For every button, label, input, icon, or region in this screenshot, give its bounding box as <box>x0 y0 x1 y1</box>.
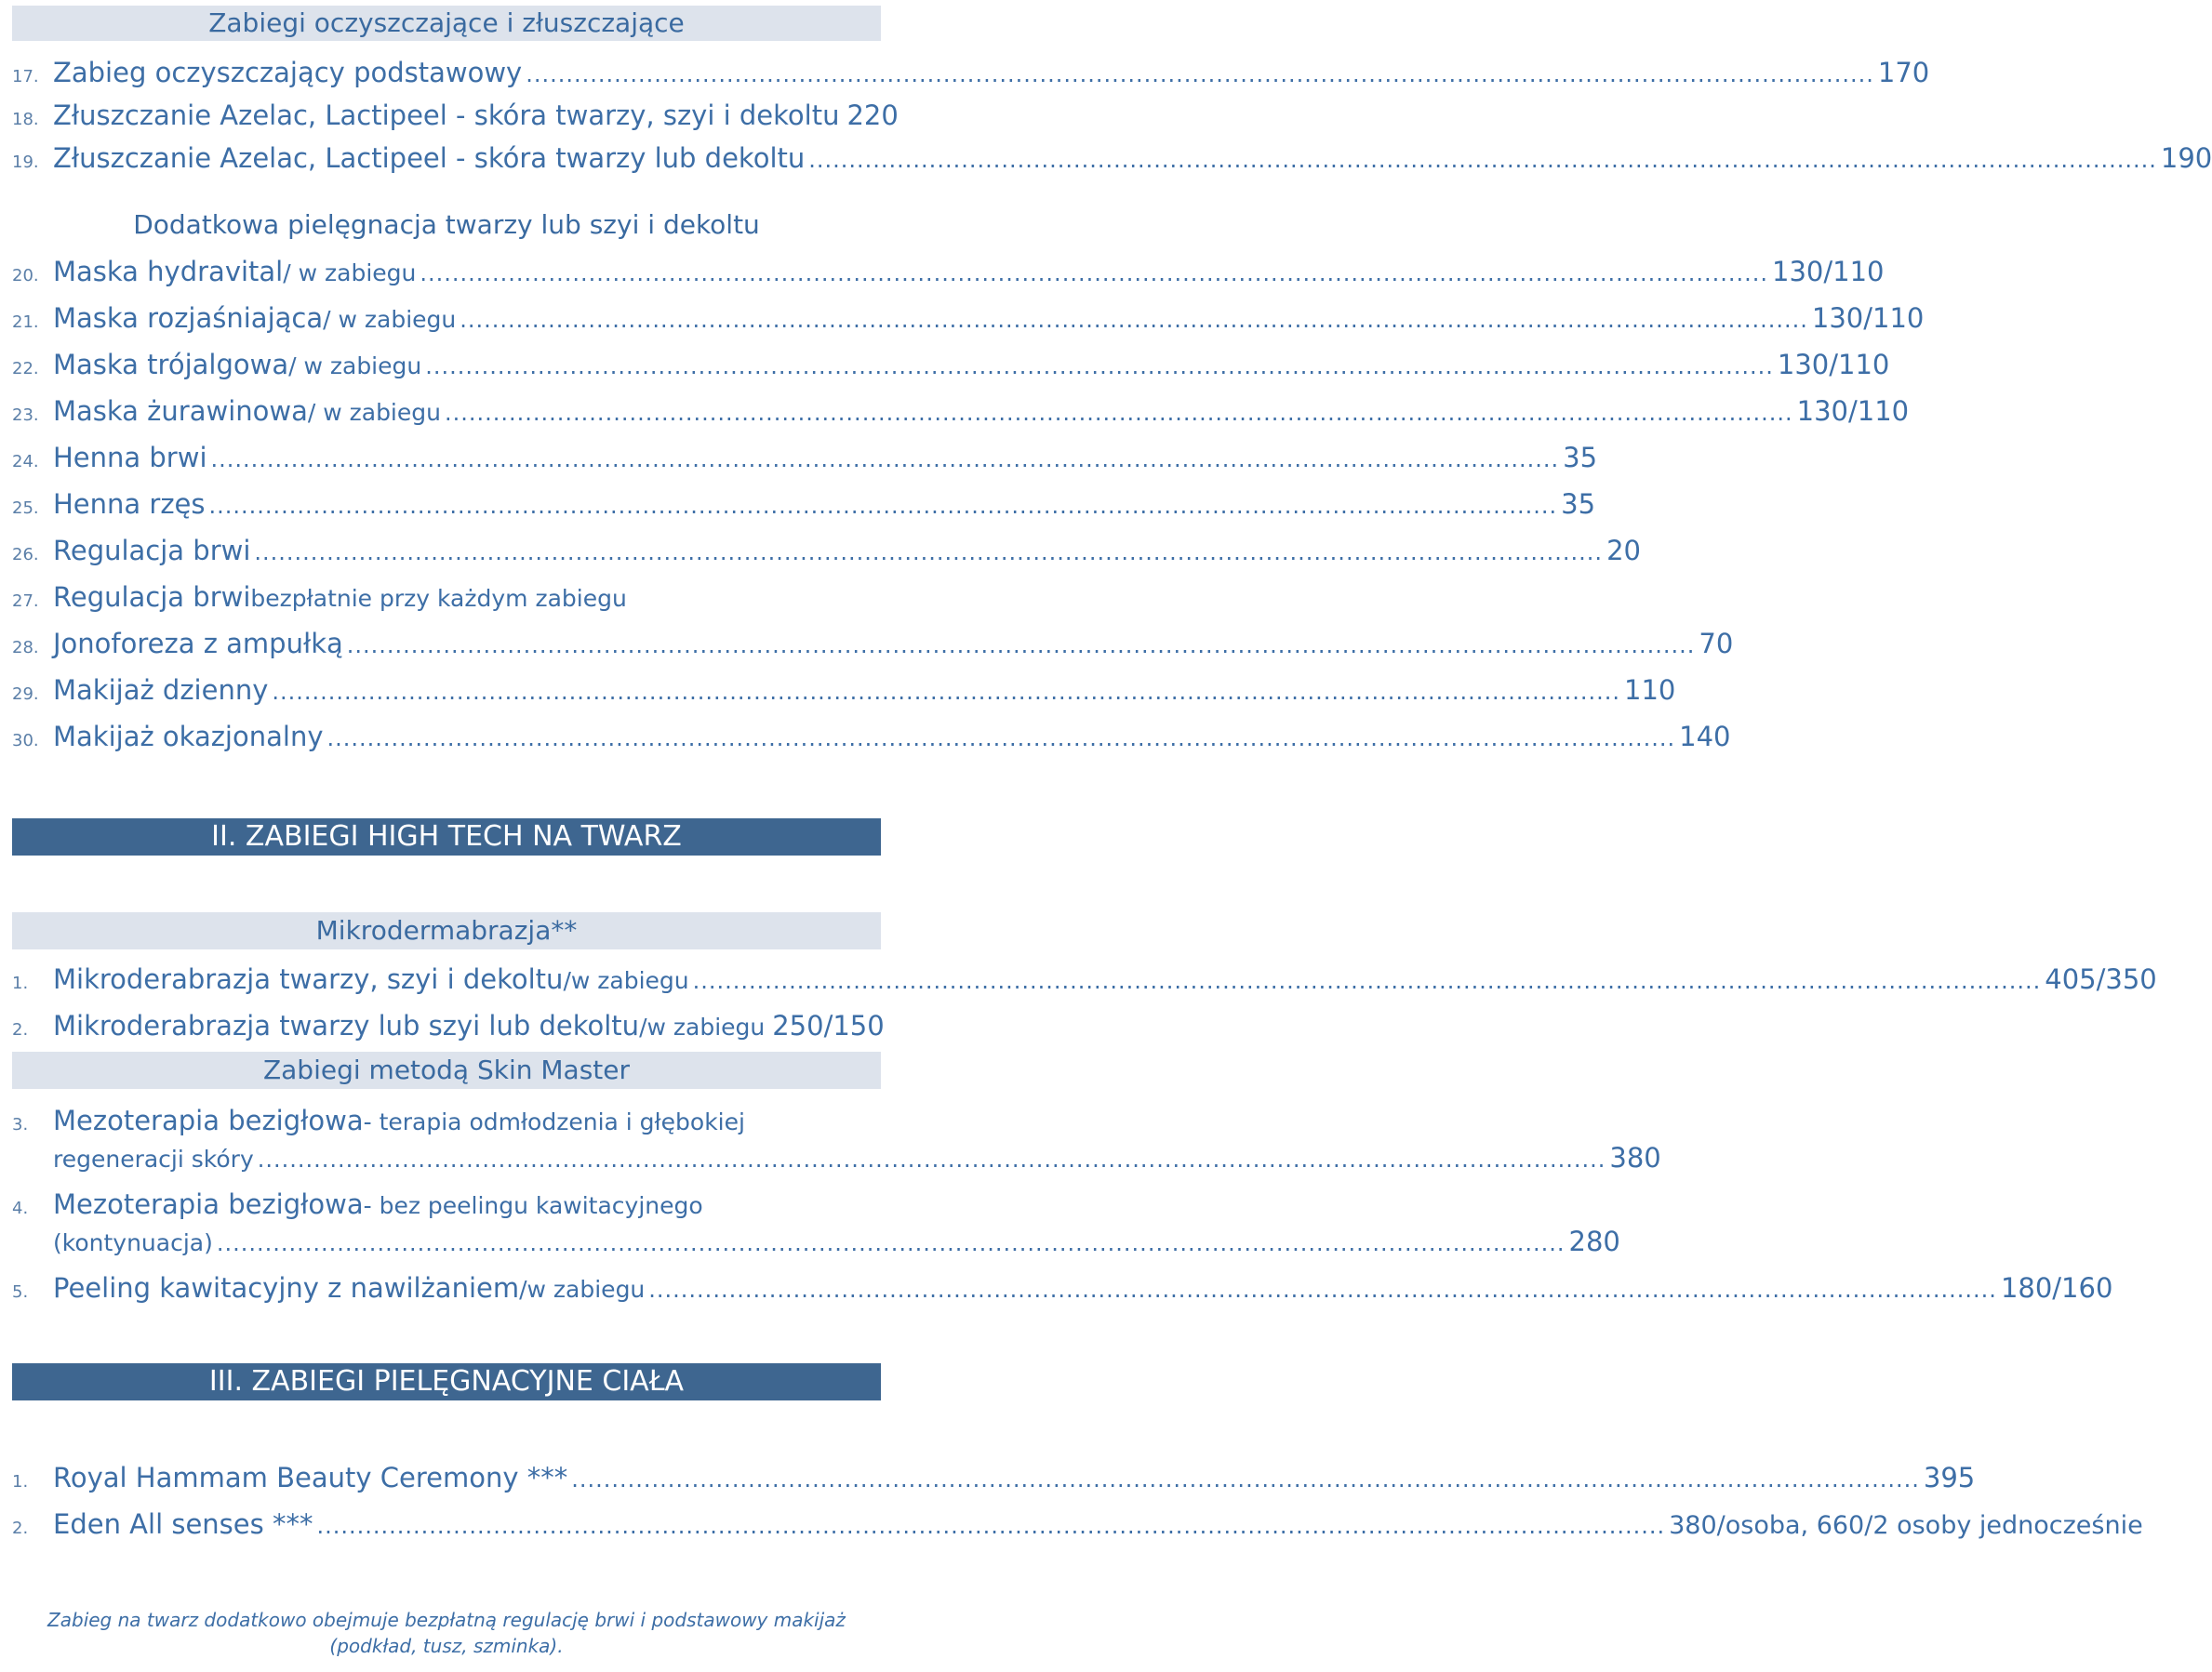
dot-leader <box>648 1271 1997 1308</box>
item-number: 23. <box>12 405 39 425</box>
item-number: 19. <box>12 153 39 172</box>
item-note: bezpłatnie przy każdym zabiegu <box>250 585 627 612</box>
subsection-title-microdermabrasion: Mikrodermabrazja** <box>12 912 881 949</box>
dot-leader <box>425 348 1774 385</box>
item-price: 380 <box>1609 1142 1661 1174</box>
item-number: 1. <box>12 974 29 993</box>
dot-leader <box>808 141 2157 179</box>
price-row <box>12 253 1885 290</box>
item-price: 20 <box>1606 535 1641 566</box>
dot-leader <box>526 56 1874 93</box>
price-row <box>12 1269 2113 1307</box>
price-row <box>12 97 899 134</box>
item-name: Maska trójalgowa <box>53 349 289 380</box>
item-number: 28. <box>12 638 39 657</box>
item-number: 21. <box>12 312 39 332</box>
item-number: 4. <box>12 1199 29 1218</box>
price-row <box>12 532 1641 569</box>
item-number: 18. <box>12 110 39 129</box>
item-name: Eden All senses *** <box>53 1508 313 1540</box>
item-number: 22. <box>12 359 39 378</box>
item-price: 180/160 <box>2000 1272 2113 1304</box>
item-name: Maska hydravital <box>53 256 284 287</box>
price-row-continuation <box>12 1139 1661 1176</box>
item-number: 2. <box>12 1020 29 1040</box>
item-note: /w zabiegu <box>519 1276 646 1303</box>
item-number: 1. <box>12 1472 29 1492</box>
item-number: 26. <box>12 545 39 564</box>
dot-leader <box>211 441 1560 478</box>
item-price: 380/osoba, 660/2 osoby jednocześnie <box>1669 1511 2143 1540</box>
price-row <box>12 1102 881 1139</box>
item-note: / w zabiegu <box>323 306 457 333</box>
price-row <box>12 139 2212 177</box>
item-note: /w zabiegu <box>639 1014 766 1041</box>
section-header-high-tech: II. ZABIEGI HIGH TECH NA TWARZ <box>12 818 881 856</box>
item-price: 130/110 <box>1811 302 1925 334</box>
item-note: - bez peelingu kawitacyjnego <box>363 1192 703 1219</box>
item-name: Złuszczanie Azelac, Lactipeel - skóra twarzy, szyi i dekoltu <box>53 100 840 131</box>
item-price: 130/110 <box>1777 349 1890 380</box>
item-note: / w zabiegu <box>307 399 441 426</box>
price-row <box>12 346 1890 383</box>
item-note: (kontynuacja) <box>53 1229 213 1256</box>
price-row <box>12 1007 885 1044</box>
price-row <box>12 54 1930 91</box>
dot-leader <box>693 962 2042 1000</box>
item-name: Henna rzęs <box>53 488 206 520</box>
dot-leader <box>316 1507 1665 1545</box>
item-price: 140 <box>1679 721 1731 752</box>
price-row <box>12 392 1910 430</box>
item-number: 20. <box>12 266 39 285</box>
price-row <box>12 578 881 616</box>
item-name: Makijaż okazjonalny <box>53 721 324 752</box>
item-name: Regulacja brwi <box>53 581 251 613</box>
dot-leader <box>420 255 1768 292</box>
section-title-additional-care: Dodatkowa pielęgnacja twarzy lub szyi i dekoltu <box>133 209 760 240</box>
dot-leader <box>326 720 1675 757</box>
item-price: 170 <box>1877 57 1930 88</box>
item-name: Makijaż dzienny <box>53 674 269 706</box>
item-price: 35 <box>1561 488 1596 520</box>
item-number: 24. <box>12 452 39 471</box>
item-name: Henna brwi <box>53 442 207 473</box>
footnote-line: Zabieg na twarz dodatkowo obejmuje bezpłatną regulację brwi i podstawowy makijaż <box>47 1609 846 1631</box>
item-name: Mikroderabrazja twarzy, szyi i dekoltu <box>53 963 564 995</box>
dot-leader <box>209 487 1558 524</box>
price-row-continuation <box>12 1223 1620 1260</box>
item-name: Jonoforeza z ampułką <box>53 628 343 659</box>
item-name: Peeling kawitacyjny z nawilżaniem <box>53 1272 520 1304</box>
item-price: 190 <box>2160 142 2212 174</box>
item-name: Maska rozjaśniająca <box>53 302 324 334</box>
item-name: Maska żurawinowa <box>53 395 308 427</box>
price-row <box>12 625 1734 662</box>
price-row <box>12 1506 2143 1543</box>
item-name: Regulacja brwi <box>53 535 251 566</box>
item-price: 220 <box>846 100 899 131</box>
item-name: Złuszczanie Azelac, Lactipeel - skóra twarzy lub dekoltu <box>53 142 806 174</box>
item-price: 35 <box>1563 442 1598 473</box>
dot-leader <box>347 627 1696 664</box>
item-price: 130/110 <box>1796 395 1910 427</box>
dot-leader <box>571 1461 1920 1498</box>
item-number: 2. <box>12 1519 29 1538</box>
item-name: Royal Hammam Beauty Ceremony *** <box>53 1462 568 1493</box>
item-name: Mezoterapia bezigłowa <box>53 1188 364 1220</box>
item-number: 5. <box>12 1282 29 1302</box>
dot-leader <box>217 1225 1566 1262</box>
item-note: / w zabiegu <box>283 259 417 286</box>
subsection-title-skin-master: Zabiegi metodą Skin Master <box>12 1052 881 1089</box>
item-note: regeneracji skóry <box>53 1146 254 1173</box>
dot-leader <box>254 534 1603 571</box>
item-number: 30. <box>12 731 39 750</box>
price-row <box>12 1459 1976 1496</box>
item-number: 25. <box>12 498 39 518</box>
footnote-line: (podkład, tusz, szminka). <box>329 1635 564 1657</box>
price-row <box>12 299 1925 337</box>
item-name: Mezoterapia bezigłowa <box>53 1105 364 1136</box>
price-row <box>12 485 1596 523</box>
item-price: 70 <box>1699 628 1734 659</box>
dot-leader <box>272 673 1620 710</box>
item-price: 405/350 <box>2045 963 2157 995</box>
item-note: /w zabiegu <box>563 967 689 994</box>
dot-leader <box>445 394 1793 431</box>
dot-leader <box>460 301 1808 338</box>
item-number: 27. <box>12 591 39 611</box>
price-row <box>12 439 1598 476</box>
footnote <box>12 1607 881 1659</box>
item-name: Zabieg oczyszczający podstawowy <box>53 57 523 88</box>
price-row <box>12 671 1676 709</box>
section-header-body-care: III. ZABIEGI PIELĘGNACYJNE CIAŁA <box>12 1363 881 1400</box>
item-price: 130/110 <box>1772 256 1885 287</box>
item-number: 17. <box>12 67 39 86</box>
item-name: Mikroderabrazja twarzy lub szyi lub dekoltu <box>53 1010 640 1042</box>
item-number: 29. <box>12 684 39 704</box>
price-row <box>12 961 2157 998</box>
dot-leader <box>258 1141 1606 1178</box>
item-number: 3. <box>12 1115 29 1135</box>
item-price: 280 <box>1568 1226 1620 1257</box>
item-note: - terapia odmłodzenia i głębokiej <box>363 1108 745 1135</box>
price-row <box>12 1186 881 1223</box>
section-title-cleansing: Zabiegi oczyszczające i złuszczające <box>12 6 881 41</box>
item-price: 250/150 <box>772 1010 885 1042</box>
price-row <box>12 718 1731 755</box>
item-note: / w zabiegu <box>288 352 422 379</box>
item-price: 110 <box>1624 674 1676 706</box>
item-price: 395 <box>1923 1462 1976 1493</box>
